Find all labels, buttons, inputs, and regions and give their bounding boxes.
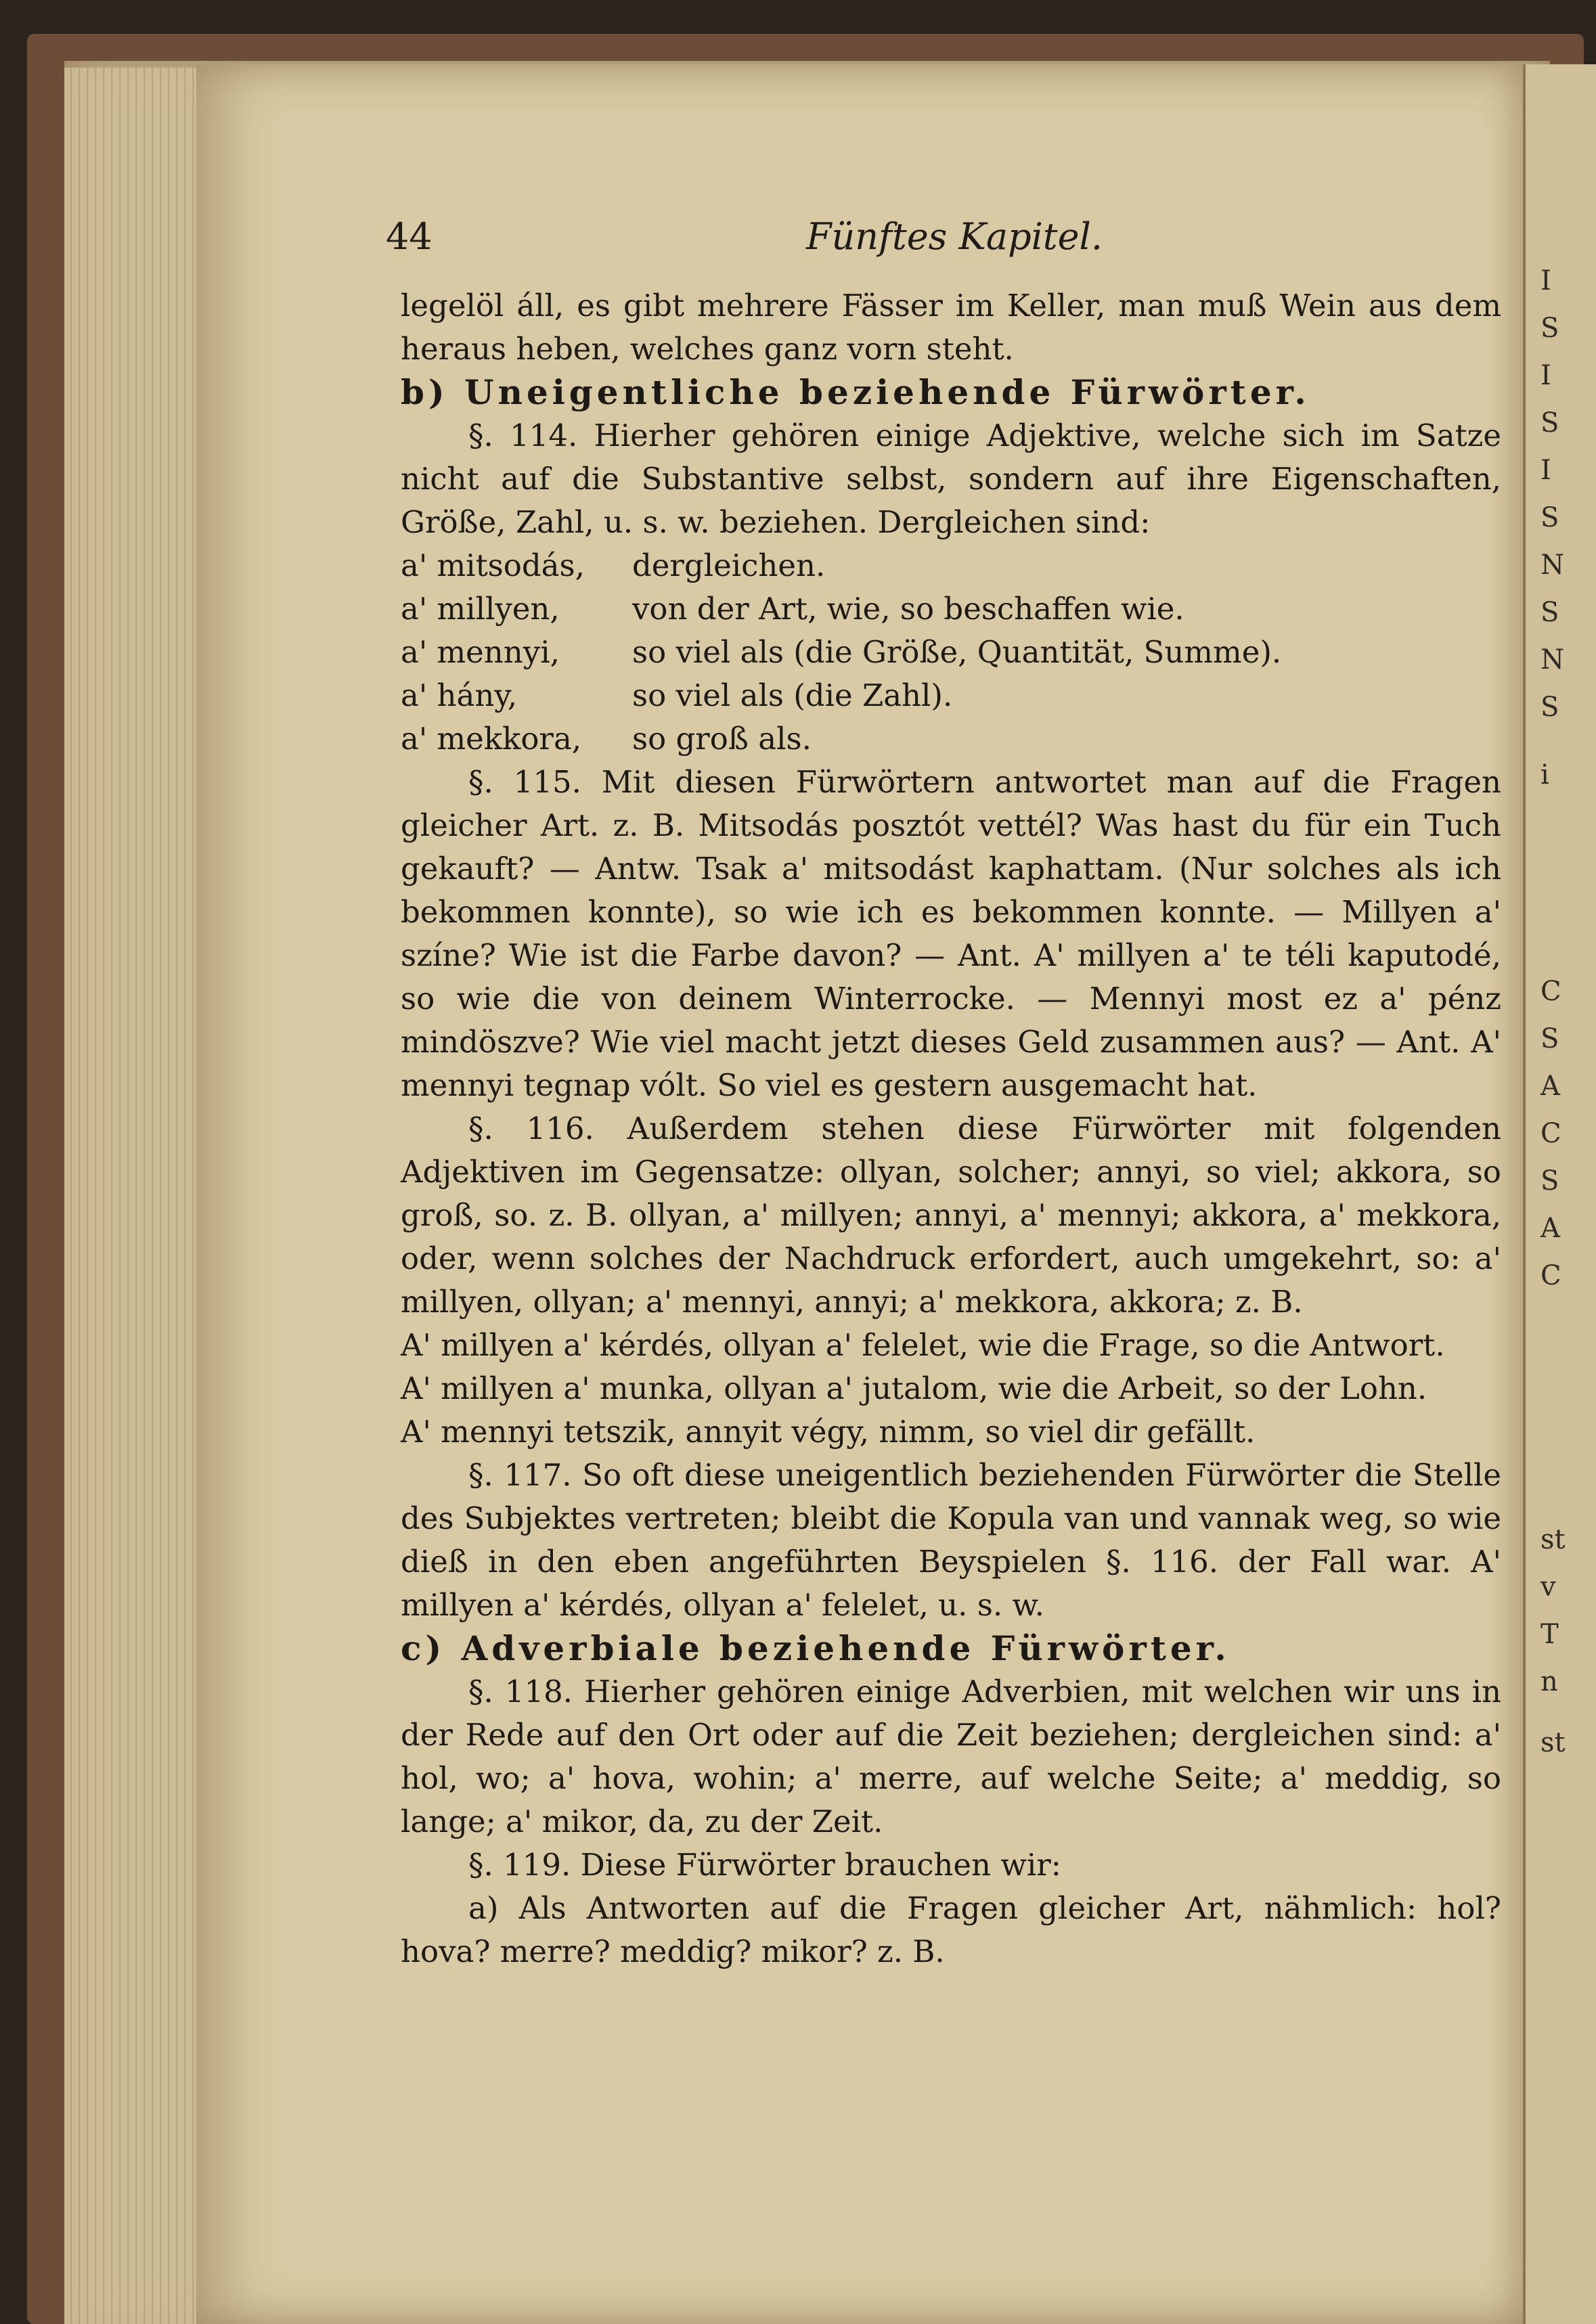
example-line: A' millyen a' munka, ollyan a' jutalom, wie die Arbeit, so der Lohn. (401, 1370, 1427, 1406)
edge-glyph: st (1540, 1524, 1566, 1555)
edge-glyph: I (1540, 265, 1551, 296)
page-number: 44 (386, 215, 433, 258)
paragraph-118: §. 118. Hierher gehören einige Adverbien, mit welchen wir uns in der Rede auf den Ort oder auf die Zeit beziehen; dergleichen sind: a' hol, wo; a' hova, wohin; a' merre, auf welche Seite; a' meddig, so lange; a' mikor, da, zu der Zeit. (401, 1674, 1501, 1839)
pronoun-meaning: so groß als. (632, 721, 812, 757)
edge-glyph: S (1540, 1023, 1559, 1054)
body-text (401, 284, 1501, 1973)
table-row (401, 717, 1281, 761)
chapter-title: Fünftes Kapitel. (805, 215, 1103, 258)
pronoun-word: a' hány, (401, 677, 518, 713)
edge-glyph: C (1540, 1260, 1561, 1291)
edge-glyph: A (1540, 1071, 1560, 1102)
paragraph-119a: a) Als Antworten auf die Fragen gleicher Art, nähmlich: hol? hova? merre? meddig? mikor? z. B. (401, 1890, 1501, 1969)
pronoun-meaning: so viel als (die Zahl). (632, 677, 953, 713)
edge-glyph: i (1540, 759, 1549, 790)
edge-glyph: S (1540, 502, 1559, 533)
edge-glyph: n (1540, 1666, 1558, 1697)
pronoun-table (401, 544, 1281, 761)
pronoun-word: a' mitsodás, (401, 548, 585, 583)
edge-glyph: N (1540, 550, 1564, 581)
edge-glyph: v (1540, 1571, 1556, 1603)
edge-glyph: A (1540, 1213, 1560, 1244)
table-row (401, 544, 1281, 587)
section-c-heading: c) Adverbiale beziehende Fürwörter. (401, 1628, 1231, 1668)
edge-glyph: st (1540, 1727, 1566, 1758)
table-row (401, 587, 1281, 631)
pronoun-word: a' millyen, (401, 591, 560, 627)
pronoun-meaning: von der Art, wie, so beschaffen wie. (632, 591, 1184, 627)
paragraph-119: §. 119. Diese Fürwörter brauchen wir: (468, 1847, 1061, 1883)
pronoun-meaning: dergleichen. (632, 548, 826, 583)
edge-glyph: C (1540, 1118, 1561, 1149)
edge-glyph: S (1540, 692, 1559, 723)
paragraph-117: §. 117. So oft diese uneigentlich beziehenden Fürwörter die Stelle des Subjektes vertreten; bleibt die Kopula van und vannak weg, so wie dieß in den eben angeführten Beyspielen §. 116. der Fall war. A' millyen a' kérdés, ollyan a' felelet, u. s. w. (401, 1457, 1501, 1623)
edge-glyph: S (1540, 313, 1559, 344)
edge-glyph: I (1540, 455, 1551, 486)
example-line: A' millyen a' kérdés, ollyan a' felelet, wie die Frage, so die Antwort. (401, 1327, 1445, 1363)
edge-glyph: S (1540, 597, 1559, 628)
edge-glyph: C (1540, 976, 1561, 1007)
intro-paragraph: legelöl áll, es gibt mehrere Fässer im Keller, man muß Wein aus dem heraus heben, welches ganz vorn steht. (401, 288, 1501, 367)
paragraph-114: §. 114. Hierher gehören einige Adjektive, welche sich im Satze nicht auf die Substantive selbst, sondern auf ihre Eigenschaften, Größe, Zahl, u. s. w. beziehen. Dergleichen sind: (401, 418, 1501, 540)
edge-glyph: N (1540, 644, 1564, 675)
pronoun-meaning: so viel als (die Größe, Quantität, Summe). (632, 634, 1282, 670)
pronoun-word: a' mekkora, (401, 721, 582, 757)
facing-page-edge (1523, 64, 1596, 2324)
pronoun-word: a' mennyi, (401, 634, 560, 670)
table-row (401, 674, 1281, 717)
table-row (401, 631, 1281, 674)
paragraph-116: §. 116. Außerdem stehen diese Fürwörter mit folgenden Adjektiven im Gegensatze: ollyan, solcher; annyi, so viel; akkora, so groß, so. z. B. ollyan, a' millyen; annyi, a' mennyi; akkora, a' mekkora, oder, wenn solches der Nachdruck erfordert, auch umgekehrt, so: a' millyen, ollyan; a' mennyi, annyi; a' mekkora, akkora; z. B. (401, 1111, 1501, 1320)
paragraph-115: §. 115. Mit diesen Fürwörtern antwortet man auf die Fragen gleicher Art. z. B. Mitsodás posztót vettél? Was hast du für ein Tuch gekauft? — Antw. Tsak a' mitsodást kaphattam. (Nur solches als ich bekommen konnte), so wie ich es bekommen konnte. — Millyen a' színe? Wie ist die Farbe davon? — Ant. A' millyen a' te téli kaputodé, so wie die von deinem Winterrocke. — Mennyi most ez a' pénz mindöszve? Wie viel macht jetzt dieses Geld zusammen aus? — Ant. A' mennyi tegnap vólt. So viel es gestern ausgemacht hat. (401, 764, 1501, 1103)
running-head (386, 215, 1523, 263)
edge-glyph: I (1540, 360, 1551, 391)
section-b-heading: b) Uneigentliche beziehende Fürwörter. (401, 372, 1310, 412)
edge-glyph: S (1540, 1165, 1559, 1197)
example-line: A' mennyi tetszik, annyit végy, nimm, so viel dir gefällt. (401, 1414, 1256, 1450)
edge-glyph: T (1540, 1619, 1559, 1650)
edge-glyph: S (1540, 407, 1559, 439)
